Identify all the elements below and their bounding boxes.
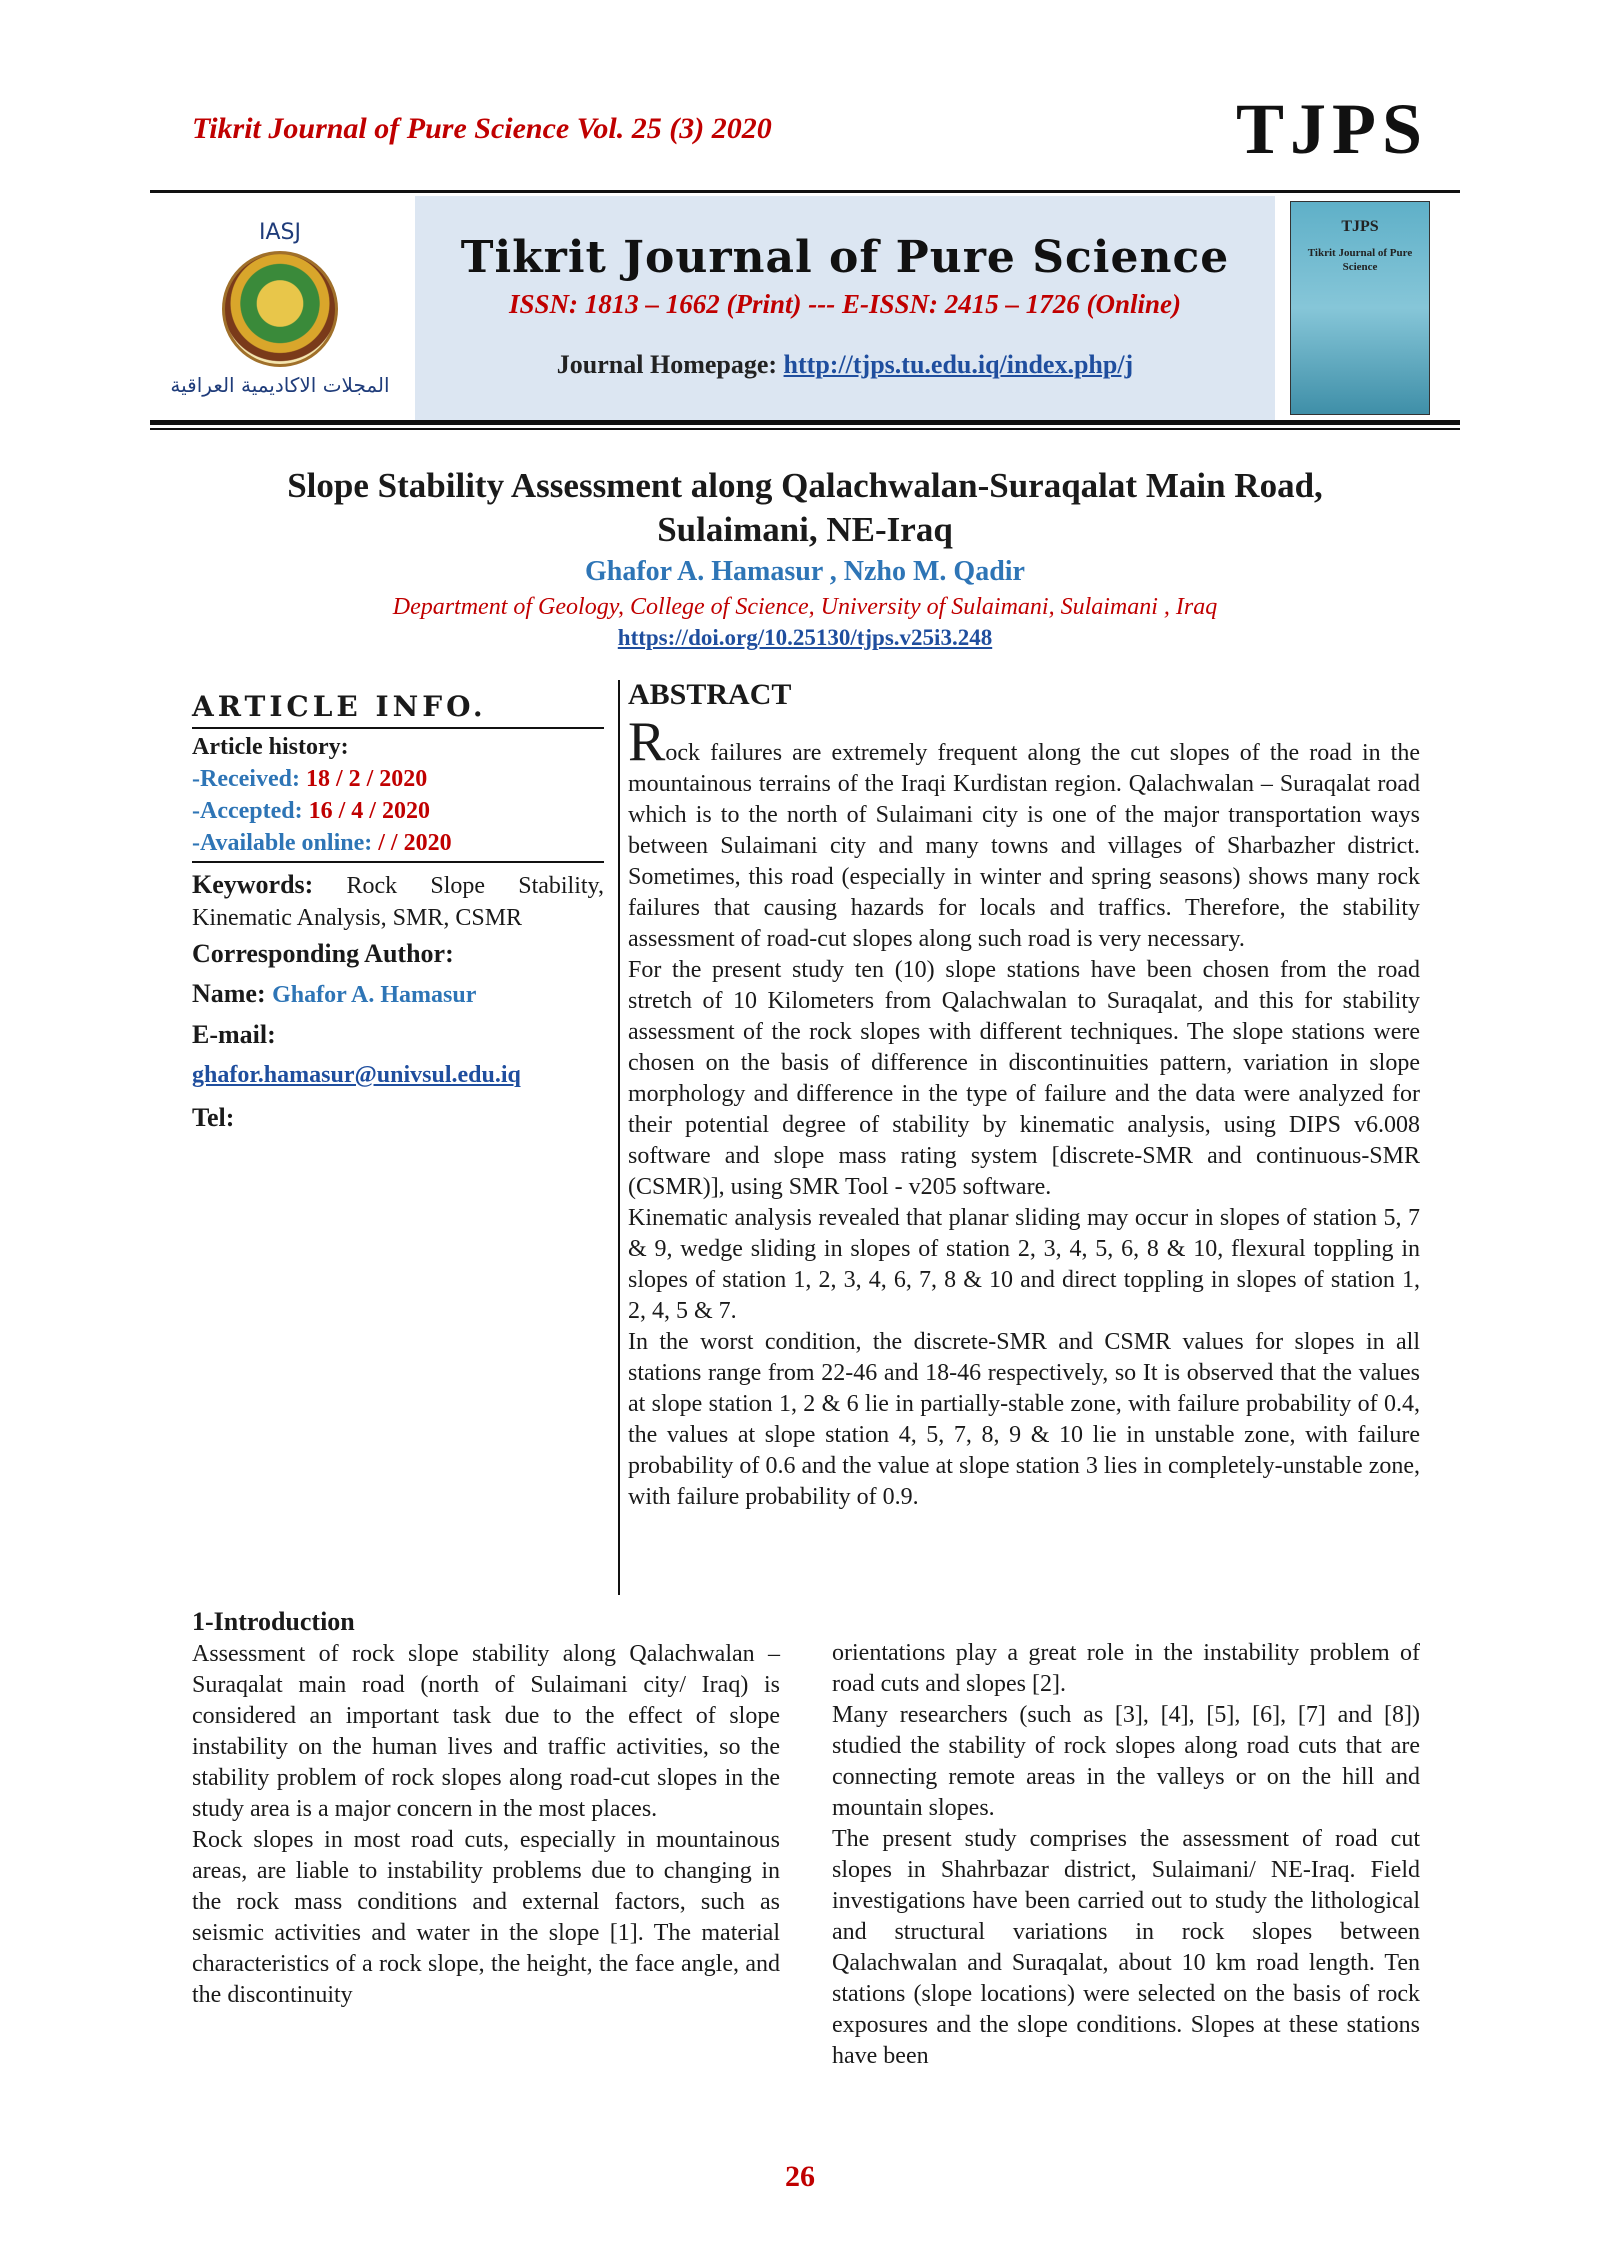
keywords-value: Rock Slope Stability, Kinematic Analysis, SMR, CSMR bbox=[192, 873, 604, 931]
intro-right-paragraph-1: orientations play a great role in the instability problem of road cuts and slopes [2]. bbox=[832, 1640, 1420, 1697]
banner-rule-thick bbox=[150, 420, 1460, 425]
intro-left-paragraph-2: Rock slopes in most road cuts, especially in mountainous areas, are liable to instability problems due to changing in the rock mass conditions and external factors, such as seismic activities and water in the slope [1]. The material characteristics of a rock slope, the height, the face angle, and the discontinuity bbox=[192, 1827, 780, 2008]
available-line bbox=[192, 827, 604, 859]
article-history bbox=[192, 729, 604, 863]
affiliation: Department of Geology, College of Science, University of Sulaimani, Sulaimani , Iraq bbox=[392, 594, 1218, 620]
keywords-label: Keywords: bbox=[192, 870, 314, 899]
banner-rule-thin bbox=[150, 428, 1460, 430]
paper-title-line1: Slope Stability Assessment along Qalachwalan-Suraqalat Main Road, bbox=[287, 466, 1323, 505]
journal-cover bbox=[1280, 196, 1440, 420]
running-head: Tikrit Journal of Pure Science Vol. 25 (3) 2020 bbox=[192, 112, 772, 145]
available-value: / / 2020 bbox=[378, 830, 452, 856]
introduction-right-column bbox=[832, 1638, 1420, 2072]
abstract-paragraph-4: In the worst condition, the discrete-SMR and CSMR values for slopes in all stations range from 22-46 and 18-46 respectively, so It is observed that the values at slope station 1, 2 & 6 lie in partially-stable zone, with failure probability of 0.4, the values at slope station 4, 5, 7, 8, 9 & 10 lie in unstable zone, with failure probability of 0.6 and the value at slope station 3 lies in completely-unstable zone, with failure probability of 0.9. bbox=[628, 1329, 1420, 1510]
name-label: Name: bbox=[192, 979, 273, 1008]
history-label: Article history: bbox=[192, 734, 349, 760]
corresponding-author-label: Corresponding Author: bbox=[192, 939, 454, 968]
paper-title bbox=[150, 464, 1460, 552]
article-info-heading: ARTICLE INFO. bbox=[192, 690, 604, 729]
abstract-paragraph-3: Kinematic analysis revealed that planar sliding may occur in slopes of station 5, 7 & 9, wedge sliding in slopes of station 2, 3, 4, 5, 6, 8 & 10, flexural toppling in slopes of station 1, 2, 3, 4, 6, 7, 8 & 10 and direct toppling in slopes of station 1, 2, 4, 5 & 7. bbox=[628, 1205, 1420, 1324]
abstract-paragraph-2: For the present study ten (10) slope stations have been chosen from the road stretch of 10 Kilometers from Qalachwalan to Suraqalat, and this for stability assessment of the rock slopes with different techniques. The slope stations were chosen on the basis of difference in discontinuities pattern, variation in slope morphology and difference in the type of failure and the data were analyzed for their potential degree of stability by kinematic analysis, using DIPS v6.008 software and slope mass rating system [discrete-SMR and continuous-SMR (CSMR)], using SMR Tool - v205 software. bbox=[628, 957, 1420, 1200]
iasj-label: IASJ bbox=[259, 219, 301, 245]
banner-center bbox=[415, 196, 1275, 420]
email-line bbox=[192, 1055, 604, 1098]
cover-title: TJPS bbox=[1341, 218, 1379, 235]
abstract-paragraph-1 bbox=[628, 711, 1420, 955]
iasj-logo bbox=[150, 196, 410, 420]
homepage-link[interactable]: http://tjps.tu.edu.iq/index.php/j bbox=[783, 350, 1134, 379]
journal-banner bbox=[150, 196, 1460, 420]
tjps-logo: TJPS bbox=[1235, 89, 1428, 169]
author-name-line bbox=[192, 974, 604, 1015]
email-label: E-mail: bbox=[192, 1020, 276, 1049]
introduction-left-column bbox=[192, 1607, 780, 2011]
paper-title-line2: Sulaimani, NE-Iraq bbox=[657, 510, 953, 549]
intro-right-paragraph-2: Many researchers (such as [3], [4], [5], [6], [7] and [8]) studied the stability of rock slopes along road cuts that are connecting remote areas in the valleys or on the hill and mountain slopes. bbox=[832, 1702, 1420, 1821]
email-link[interactable]: ghafor.hamasur@univsul.edu.iq bbox=[192, 1062, 521, 1088]
journal-name: Tikrit Journal of Pure Science bbox=[460, 232, 1230, 283]
accepted-label: -Accepted: bbox=[192, 798, 303, 824]
title-block bbox=[150, 464, 1460, 651]
intro-right-paragraph-3: The present study comprises the assessment of road cut slopes in Shahrbazar district, Sulaimani/ NE-Iraq. Field investigations have been carried out to study the lithological and structural variations in rock slopes between Qalachwalan and Suraqalat, about 10 km road length. Ten stations (slope locations) were selected on the basis of rock exposures and the slope conditions. Slopes at these stations have been bbox=[832, 1826, 1420, 2069]
received-line bbox=[192, 763, 604, 795]
cover-subtitle: Tikrit Journal of Pure Science bbox=[1307, 247, 1413, 273]
column-divider bbox=[618, 680, 620, 1595]
homepage-label: Journal Homepage: bbox=[556, 350, 784, 379]
accepted-line bbox=[192, 795, 604, 827]
received-label: -Received: bbox=[192, 766, 300, 792]
received-value: 18 / 2 / 2020 bbox=[305, 766, 428, 792]
article-info bbox=[192, 690, 604, 1138]
intro-left-paragraph-1: Assessment of rock slope stability along Qalachwalan – Suraqalat main road (north of Sulaimani city/ Iraq) is considered an important task due to the effect of slope instability on the human lives and traffic activities, so the stability problem of rock slopes along road-cut slopes in the study area is a major concern in the most places. bbox=[192, 1641, 780, 1822]
issn-line: ISSN: 1813 – 1662 (Print) --- E-ISSN: 2415 – 1726 (Online) bbox=[508, 289, 1182, 319]
accepted-value: 16 / 4 / 2020 bbox=[308, 798, 430, 824]
author-name: Ghafor A. Hamasur bbox=[272, 982, 477, 1008]
cover-image bbox=[1290, 201, 1430, 415]
authors: Ghafor A. Hamasur , Nzho M. Qadir bbox=[585, 556, 1025, 587]
tel-label: Tel: bbox=[192, 1103, 235, 1132]
keywords bbox=[192, 869, 604, 934]
abstract-dropcap: R bbox=[628, 711, 666, 773]
abstract bbox=[628, 678, 1420, 1513]
doi-link[interactable]: https://doi.org/10.25130/tjps.v25i3.248 bbox=[617, 625, 993, 650]
iasj-seal-icon bbox=[222, 251, 338, 367]
abstract-p1-text: ock failures are extremely frequent along the cut slopes of the road in the mountainous terrains of the Iraqi Kurdistan region. Qalachwalan – Suraqalat road which is to the north of Sulaimani city is one of the major transportation ways between Sulaimani city and many towns and villages of Sharbazher district. Sometimes, this road (especially in winter and spring seasons) shows many rock failures that causing hazards for locals and traffics. Therefore, the stability assessment of road-cut slopes along such road is very necessary. bbox=[628, 740, 1420, 952]
iasj-arabic-label: المجلات الاكاديمية العراقية bbox=[170, 372, 390, 397]
available-label: -Available online: bbox=[192, 830, 373, 856]
homepage-line bbox=[557, 350, 1133, 380]
header-rule bbox=[150, 190, 1460, 193]
abstract-heading: ABSTRACT bbox=[628, 678, 792, 711]
introduction-heading: 1-Introduction bbox=[192, 1607, 355, 1636]
page-number: 26 bbox=[785, 2160, 815, 2193]
